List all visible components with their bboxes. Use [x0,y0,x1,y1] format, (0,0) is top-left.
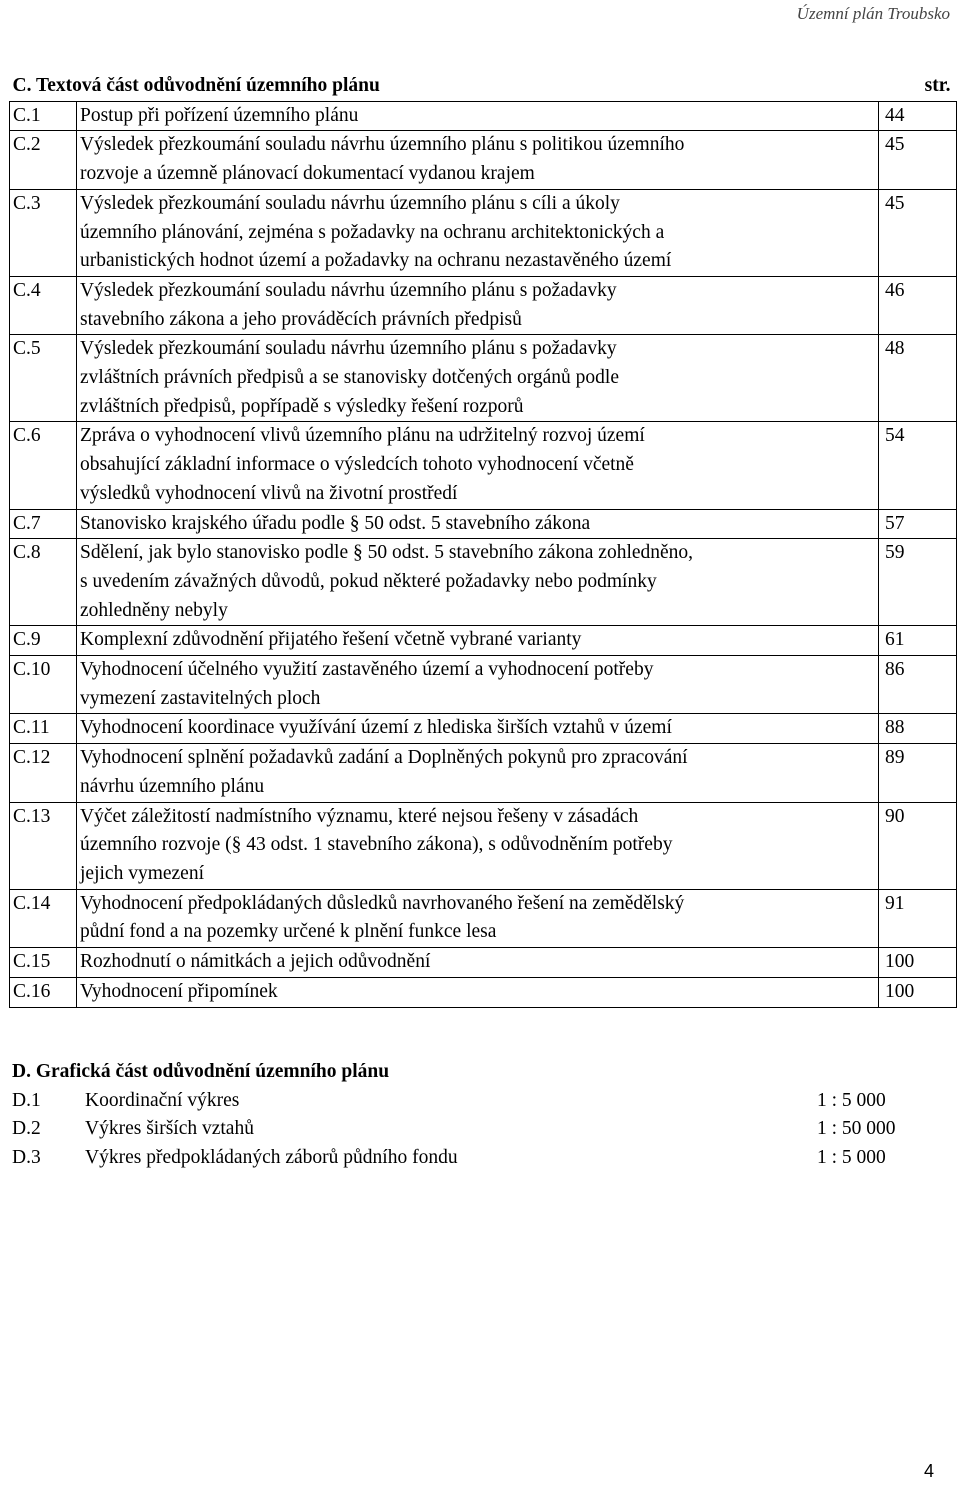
toc-item-page: 44 [879,101,957,131]
section-d-item-scale: 1 : 5 000 [817,1147,886,1169]
toc-item-title-line: výsledků vyhodnocení vlivů na životní prostředí [80,482,458,504]
toc-item-number: C.3 [10,189,77,276]
toc-item-title-line: vymezení zastavitelných ploch [80,687,321,709]
toc-item-page: 54 [879,422,957,509]
section-d-item-title: Výkres předpokládaných záborů půdního fondu [85,1147,458,1169]
toc-row [10,948,957,978]
toc-item-title [77,509,879,539]
toc-item-title [77,714,879,744]
running-header: Územní plán Troubsko [796,4,950,23]
toc-row [10,744,957,802]
toc-item-title-line: půdní fond a na pozemky určené k plnění funkce lesa [80,921,497,943]
toc-item-number: C.7 [10,509,77,539]
toc-item-page: 45 [879,189,957,276]
section-d-item-number: D.2 [12,1118,41,1140]
toc-header-row [10,72,957,101]
toc-row [10,189,957,276]
toc-row [10,101,957,131]
toc-item-title-line: Výsledek přezkoumání souladu návrhu územního plánu s politikou územního [80,134,685,156]
toc-item-page: 61 [879,626,957,656]
toc-item-number: C.13 [10,802,77,889]
section-d-item-title: Koordinační výkres [85,1089,240,1111]
toc-item-number: C.11 [10,714,77,744]
toc-item-title [77,335,879,422]
toc-row [10,509,957,539]
section-d-item [12,1087,942,1116]
toc-item-title-line: Vyhodnocení účelného využití zastavěného území a vyhodnocení potřeby [80,659,654,681]
toc-item-number: C.14 [10,889,77,947]
toc-item-number: C.6 [10,422,77,509]
toc-item-title-line: Vyhodnocení předpokládaných důsledků navrhovaného řešení na zemědělský [80,892,685,914]
page-number: 4 [923,1461,934,1481]
toc-item-title [77,626,879,656]
section-d [12,1058,942,1173]
toc-item-title [77,101,879,131]
toc-row [10,422,957,509]
toc-item-page: 86 [879,656,957,714]
toc-item-title [77,189,879,276]
section-c-title: C. Textová část odůvodnění územního plánu [10,72,879,101]
toc-item-title-line: Zpráva o vyhodnocení vlivů územního plánu na udržitelný rozvoj území [80,425,645,447]
toc-item-page: 100 [879,977,957,1007]
toc-item-title [77,422,879,509]
toc-item-title-line: urbanistických hodnot území a požadavky na ochranu nezastavěného území [80,250,672,272]
toc-item-page: 91 [879,889,957,947]
toc-item-title-line: územního plánování, zejména s požadavky na ochranu architektonických a [80,221,665,243]
toc-item-title-line: Vyhodnocení připomínek [80,980,278,1002]
toc-item-title [77,656,879,714]
toc-item-title-line: Komplexní zdůvodnění přijatého řešení včetně vybrané varianty [80,629,582,651]
toc-row [10,276,957,334]
section-d-item [12,1115,942,1144]
toc-item-page: 48 [879,335,957,422]
toc-item-title-line: zohledněny nebyly [80,599,228,621]
toc-item-title-line: Postup při pořízení územního plánu [80,104,359,126]
toc-row [10,656,957,714]
toc-item-number: C.12 [10,744,77,802]
toc-row [10,977,957,1007]
toc-item-title-line: stavebního zákona a jeho prováděcích právních předpisů [80,308,522,330]
toc-item-title [77,948,879,978]
toc-table-c [9,72,957,1008]
toc-item-title-line: územního rozvoje (§ 43 odst. 1 stavebního zákona), s odůvodněním potřeby [80,834,673,856]
section-d-list [12,1087,942,1173]
toc-item-title [77,889,879,947]
toc-item-title-line: rozvoje a územně plánovací dokumentací vydanou krajem [80,163,535,185]
section-d-item [12,1144,942,1173]
toc-item-number: C.4 [10,276,77,334]
toc-item-page: 57 [879,509,957,539]
toc-item-page: 59 [879,539,957,626]
section-d-title: D. Grafická část odůvodnění územního plánu [12,1061,390,1082]
toc-item-title-line: zvláštních předpisů, popřípadě s výsledky řešení rozporů [80,395,524,417]
toc-item-page: 88 [879,714,957,744]
toc-item-page: 46 [879,276,957,334]
toc-item-number: C.16 [10,977,77,1007]
toc-item-number: C.10 [10,656,77,714]
toc-item-page: 89 [879,744,957,802]
toc-item-title [77,977,879,1007]
toc-item-title-line: Výčet záležitostí nadmístního významu, které nejsou řešeny v zásadách [80,805,639,827]
toc-item-title-line: s uvedením závažných důvodů, pokud některé požadavky nebo podmínky [80,570,657,592]
toc-item-title-line: zvláštních právních předpisů a se stanovisky dotčených orgánů podle [80,367,620,389]
toc-row [10,626,957,656]
toc-item-number: C.1 [10,101,77,131]
toc-item-number: C.9 [10,626,77,656]
toc-item-title-line: Vyhodnocení koordinace využívání území z hlediska širších vztahů v území [80,717,672,739]
section-d-item-scale: 1 : 5 000 [817,1089,886,1111]
toc-item-number: C.2 [10,131,77,189]
toc-row [10,714,957,744]
toc-item-page: 90 [879,802,957,889]
toc-item-number: C.15 [10,948,77,978]
toc-item-title [77,276,879,334]
toc-row [10,889,957,947]
toc-item-title-line: Výsledek přezkoumání souladu návrhu územního plánu s požadavky [80,279,617,301]
toc-item-title-line: Výsledek přezkoumání souladu návrhu územního plánu s požadavky [80,338,617,360]
toc-item-title-line: obsahující základní informace o výsledcích tohoto vyhodnocení včetně [80,454,634,476]
toc-row [10,802,957,889]
toc-item-title-line: Stanovisko krajského úřadu podle § 50 odst. 5 stavebního zákona [80,512,591,534]
toc-item-title-line: Výsledek přezkoumání souladu návrhu územního plánu s cíli a úkoly [80,192,620,214]
toc-row [10,335,957,422]
toc-item-page: 100 [879,948,957,978]
toc-row [10,131,957,189]
toc-item-title [77,131,879,189]
section-d-item-title: Výkres širších vztahů [85,1118,254,1140]
toc-item-number: C.5 [10,335,77,422]
toc-item-title-line: jejich vymezení [80,862,204,884]
toc-item-title-line: Vyhodnocení splnění požadavků zadání a Doplněných pokynů pro zpracování [80,747,688,769]
toc-item-title-line: Rozhodnutí o námitkách a jejich odůvodnění [80,951,431,973]
section-d-item-number: D.1 [12,1089,41,1111]
section-d-item-number: D.3 [12,1147,41,1169]
section-d-item-scale: 1 : 50 000 [817,1118,896,1140]
toc-item-number: C.8 [10,539,77,626]
toc-item-title [77,802,879,889]
page-column-label: str. [879,72,957,101]
toc-item-title-line: návrhu územního plánu [80,775,265,797]
toc-item-title [77,744,879,802]
toc-item-page: 45 [879,131,957,189]
toc-item-title-line: Sdělení, jak bylo stanovisko podle § 50 odst. 5 stavebního zákona zohledněno, [80,542,694,564]
toc-row [10,539,957,626]
toc-item-title [77,539,879,626]
